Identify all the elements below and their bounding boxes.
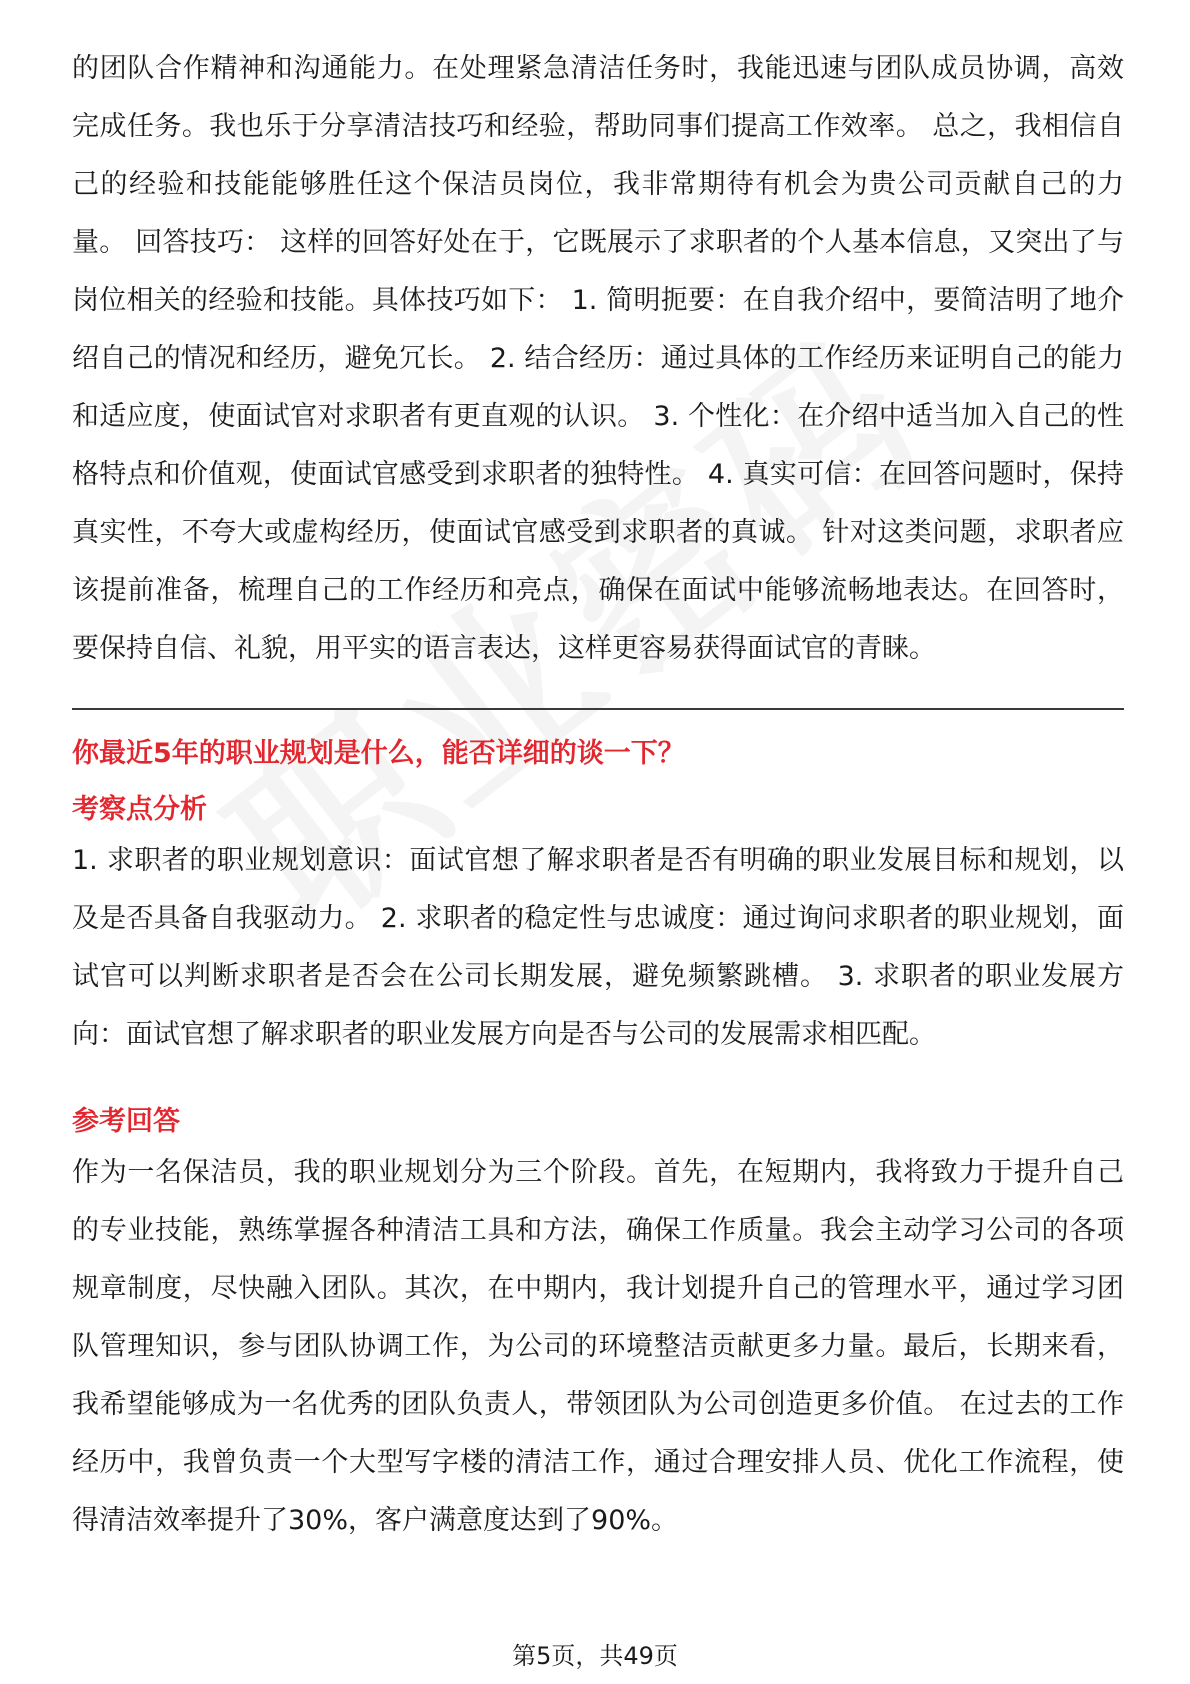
answer-heading: 参考回答	[72, 1106, 180, 1137]
page-content	[72, 40, 1124, 1550]
continued-answer-paragraph: 的团队合作精神和沟通能力。在处理紧急清洁任务时，我能迅速与团队成员协调，高效完成任务。我也乐于分享清洁技巧和经验，帮助同事们提高工作效率。 总之，我相信自己的经验和技能能够胜任这个保洁员岗位，我非常期待有机会为贵公司贡献自己的力量。 回答技巧： 这样的回答好处在于，它既展示了求职者的个人基本信息，又突出了与岗位相关的经验和技能。具体技巧如下： 1. 简明扼要：在自我介绍中，要简洁明了地介绍自己的情况和经历，避免冗长。 2. 结合经历：通过具体的工作经历来证明自己的能力和适应度，使面试官对求职者有更直观的认识。 3. 个性化：在介绍中适当加入自己的性格特点和价值观，使面试官感受到求职者的独特性。 4. 真实可信：在回答问题时，保持真实性，不夸大或虚构经历，使面试官感受到求职者的真诚。 针对这类问题，求职者应该提前准备，梳理自己的工作经历和亮点，确保在面试中能够流畅地表达。在回答时，要保持自信、礼貌，用平实的语言表达，这样更容易获得面试官的青睐。	[72, 53, 1124, 664]
analysis-paragraph: 1. 求职者的职业规划意识：面试官想了解求职者是否有明确的职业发展目标和规划，以及是否具备自我驱动力。 2. 求职者的稳定性与忠诚度：通过询问求职者的职业规划，面试官可以判断求职者是否会在公司长期发展，避免频繁跳槽。 3. 求职者的职业发展方向：面试官想了解求职者的职业发展方向是否与公司的发展需求相匹配。	[72, 845, 1124, 1050]
section-divider	[72, 708, 1124, 710]
answer-paragraph: 作为一名保洁员，我的职业规划分为三个阶段。首先，在短期内，我将致力于提升自己的专业技能，熟练掌握各种清洁工具和方法，确保工作质量。我会主动学习公司的各项规章制度，尽快融入团队。其次，在中期内，我计划提升自己的管理水平，通过学习团队管理知识，参与团队协调工作，为公司的环境整洁贡献更多力量。最后，长期来看，我希望能够成为一名优秀的团队负责人，带领团队为公司创造更多价值。 在过去的工作经历中，我曾负责一个大型写字楼的清洁工作，通过合理安排人员、优化工作流程，使得清洁效率提升了30%，客户满意度达到了90%。	[72, 1157, 1124, 1536]
interview-question: 你最近5年的职业规划是什么，能否详细的谈一下？	[72, 738, 685, 769]
analysis-heading: 考察点分析	[72, 794, 207, 825]
page-number-footer: 第5页，共49页	[512, 1642, 678, 1670]
